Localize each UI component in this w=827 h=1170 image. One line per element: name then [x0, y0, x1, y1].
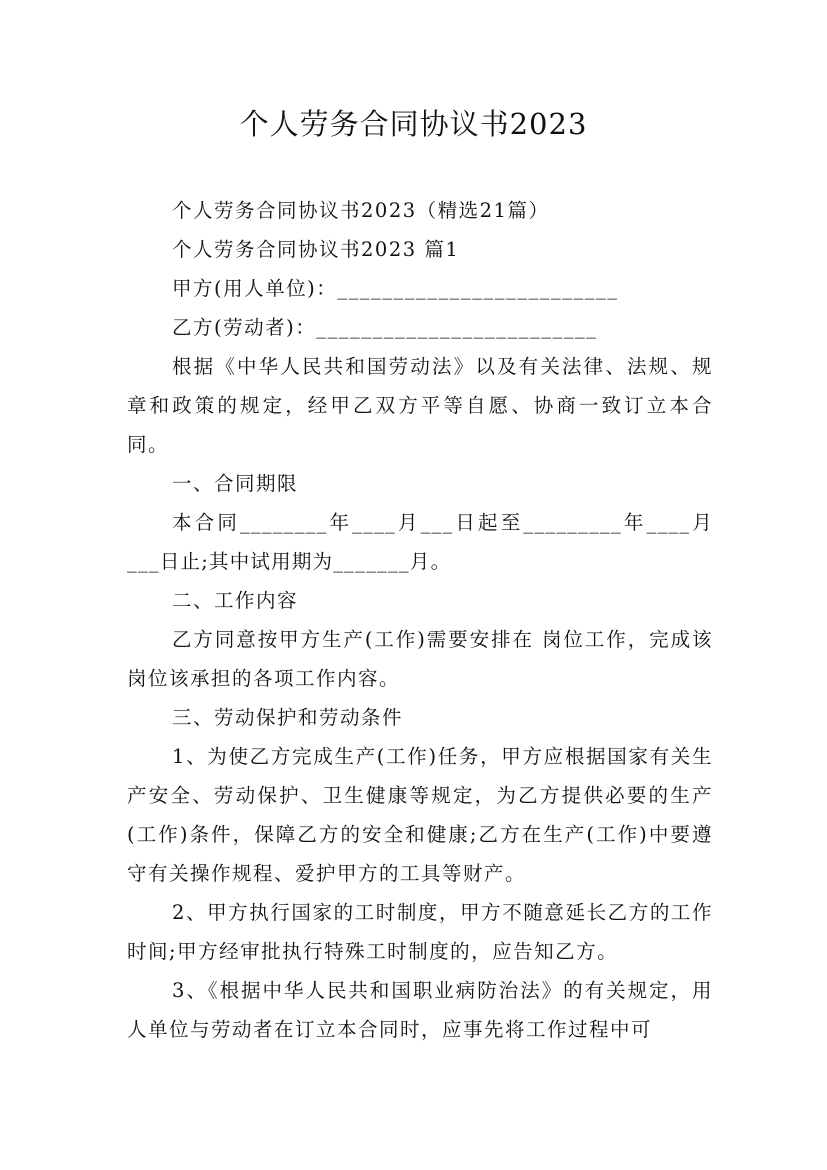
document-body [127, 191, 713, 1049]
paragraph-preamble: 根据《中华人民共和国劳动法》以及有关法律、法规、规章和政策的规定，经甲乙双方平等自愿、协商一致订立本合同。 [127, 355, 713, 456]
section-heading-work-content: 二、工作内容 [172, 589, 299, 612]
paragraph-clause-3: 3、《根据中华人民共和国职业病防治法》的有关规定，用人单位与劳动者在订立本合同时，应事先将工作过程中可 [127, 979, 713, 1041]
paragraph-chapter-heading: 个人劳务合同协议书2023 篇1 [172, 238, 460, 261]
section-heading-labor-protection: 三、劳动保护和劳动条件 [172, 706, 404, 729]
paragraph-party-b: 乙方(劳动者)：_________________________ [172, 316, 598, 339]
section-heading-contract-term: 一、合同期限 [172, 472, 299, 495]
paragraph-party-a: 甲方(用人单位)：_________________________ [172, 277, 619, 300]
paragraph-clause-2: 2、甲方执行国家的工时制度，甲方不随意延长乙方的工作时间;甲方经审批执行特殊工时制度的，应告知乙方。 [127, 901, 713, 963]
paragraph-subtitle: 个人劳务合同协议书2023（精选21篇） [172, 199, 550, 222]
paragraph-contract-term: 本合同________年____月___日起至_________年____月___日止;其中试用期为_______月。 [127, 511, 713, 573]
document-title: 个人劳务合同协议书2023 [239, 107, 588, 141]
paragraph-work-content: 乙方同意按甲方生产(工作)需要安排在 岗位工作，完成该岗位该承担的各项工作内容。 [127, 628, 713, 690]
paragraph-clause-1: 1、为使乙方完成生产(工作)任务，甲方应根据国家有关生产安全、劳动保护、卫生健康等规定，为乙方提供必要的生产(工作)条件，保障乙方的安全和健康;乙方在生产(工作)中要遵守有关操作规程、爱护甲方的工具等财产。 [127, 745, 713, 885]
